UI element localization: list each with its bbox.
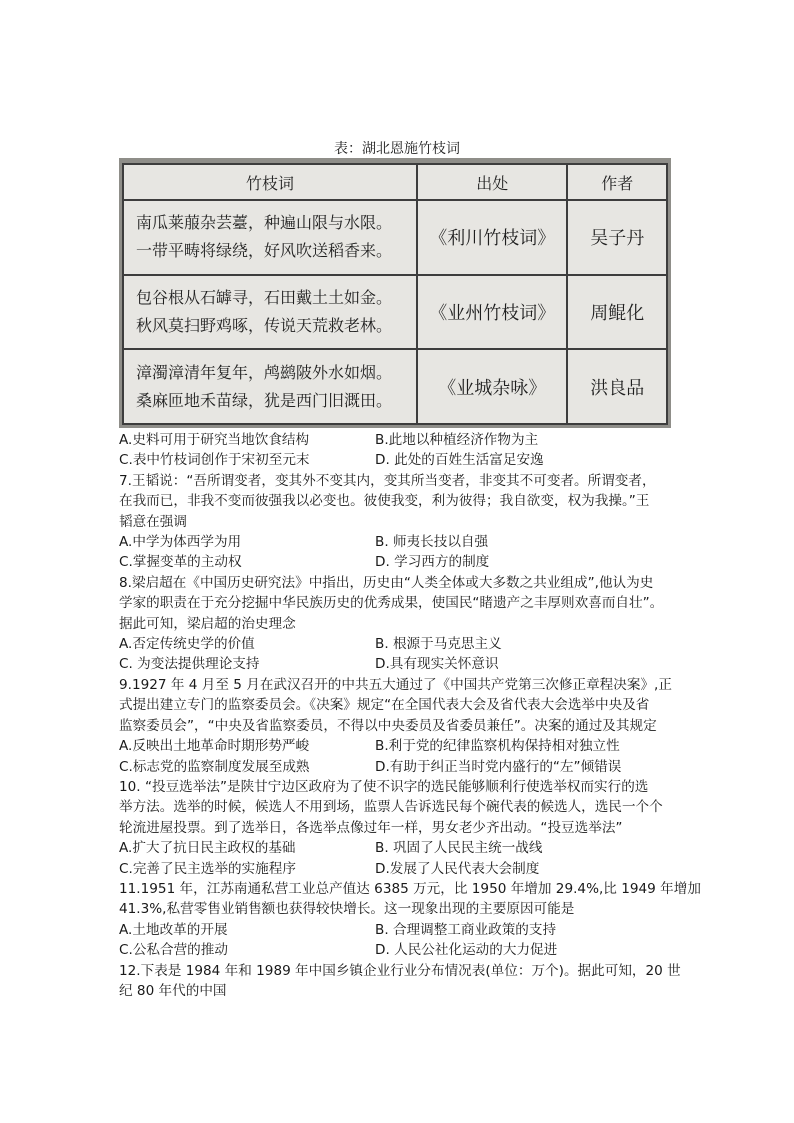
table-header-row xyxy=(123,164,667,200)
q11-option-a: A.土地改革的开展 xyxy=(119,921,228,938)
poem-line: 一带平畴将绿绕，好风吹送稻香来。 xyxy=(136,241,393,261)
q11-option-c: C.公私合营的推动 xyxy=(119,942,228,959)
q9-stem-line: 式提出建立专门的监察委员会。《决案》规定“在全国代表大会及省代表大会选举中央及省 xyxy=(119,697,650,714)
q7-option-d: D. 学习西方的制度 xyxy=(375,554,490,571)
q12-stem-line: 12.下表是 1984 年和 1989 年中国乡镇企业行业分布情况表(单位：万个)。据此可知，20 世 xyxy=(119,962,681,979)
header-poem: 竹枝词 xyxy=(123,164,417,200)
poem-cell xyxy=(123,349,417,424)
poem-line: 包谷根从石罅寻，石田戴土土如金。 xyxy=(136,287,393,307)
q9-option-d: D.有助于纠正当时党内盛行的“左”倾错误 xyxy=(375,758,622,775)
q10-options-row xyxy=(119,859,689,879)
author-cell: 周鲲化 xyxy=(567,275,667,350)
q7-stem-line: 7.王韬说：“吾所谓变者，变其外不变其内，变其所当变者，非变其不可变者。所谓变者， xyxy=(119,472,656,489)
q7-stem-line: 在我而已，非我不变而彼强我以必变也。彼使我变，利为彼得；我自欲变，权为我操。”王 xyxy=(119,493,650,510)
q6-option-a: A.史料可用于研究当地饮食结构 xyxy=(119,432,310,448)
header-author: 作者 xyxy=(567,164,667,200)
q6-options-row xyxy=(119,430,689,450)
author-cell: 洪良品 xyxy=(567,349,667,424)
q11-options-row xyxy=(119,920,689,940)
poem-table xyxy=(122,163,668,425)
q9-options-row xyxy=(119,736,689,756)
q10-stem-line: 举方法。选举的时候，候选人不用到场，监票人告诉选民每个碗代表的候选人，选民一个个 xyxy=(119,799,663,816)
q6-option-d: D. 此处的百姓生活富足安逸 xyxy=(375,452,544,469)
table-row xyxy=(123,349,667,424)
q9-options-row xyxy=(119,757,689,777)
q9-option-c: C.标志党的监察制度发展至成熟 xyxy=(119,758,310,775)
q12-stem xyxy=(119,961,689,1002)
q6-option-c: C.表中竹枝词创作于宋初至元末 xyxy=(119,452,310,469)
q11-option-b: B. 合理调整工商业政策的支持 xyxy=(375,921,557,938)
poem-line: 漳濁漳清年复年，鸬鹚陂外水如烟。 xyxy=(136,362,393,382)
q8-stem xyxy=(119,573,689,634)
poem-line: 南瓜莱菔杂芸薹，种遍山限与水限。 xyxy=(136,213,393,233)
header-source: 出处 xyxy=(417,164,567,200)
q10-stem-line: 轮流进屋投票。到了选举日，各选举点像过年一样，男女老少齐出动。“投豆选举法” xyxy=(119,819,623,836)
q8-option-b: B. 根源于马克思主义 xyxy=(375,636,502,653)
q8-options-row xyxy=(119,634,689,654)
q8-stem-line: 学家的职责在于充分挖掘中华民族历史的优秀成果，使国民“睹遗产之丰厚则欢喜而自壮”。 xyxy=(119,595,664,612)
q9-option-b: B.利于党的纪律监察机构保持相对独立性 xyxy=(375,738,620,755)
q11-stem xyxy=(119,879,701,920)
q7-option-c: C.掌握变革的主动权 xyxy=(119,554,242,571)
q8-stem-line: 据此可知，梁启超的治史理念 xyxy=(119,615,296,632)
source-cell: 《业城杂咏》 xyxy=(417,349,567,424)
questions xyxy=(119,430,701,1001)
q7-options-row xyxy=(119,552,689,572)
q11-option-d: D. 人民公社化运动的大力促进 xyxy=(375,942,558,959)
q9-option-a: A.反映出土地革命时期形势严峻 xyxy=(119,738,310,755)
author-cell: 吴子丹 xyxy=(567,200,667,275)
poem-line: 桑麻匝地禾苗绿，犹是西门旧溉田。 xyxy=(136,390,393,410)
q6-options-row xyxy=(119,450,689,470)
q7-stem-line: 韬意在强调 xyxy=(119,513,187,530)
table-row xyxy=(123,200,667,275)
q8-stem-line: 8.梁启超在《中国历史研究法》中指出，历史由“人类全体或大多数之共业组成”,他认为史 xyxy=(119,574,654,591)
q10-stem xyxy=(119,777,689,838)
q8-options-row xyxy=(119,654,689,674)
source-cell: 《业州竹枝词》 xyxy=(417,275,567,350)
q7-stem xyxy=(119,471,689,532)
q11-stem-line: 41.3%,私营零售业销售额也获得较快增长。这一现象出现的主要原因可能是 xyxy=(119,901,575,918)
poem-cell xyxy=(123,200,417,275)
q8-option-d: D.具有现实关怀意识 xyxy=(375,656,499,673)
q10-stem-line: 10. “投豆选举法”是陕甘宁边区政府为了使不识字的选民能够顺利行使选举权而实行的选 xyxy=(119,778,649,795)
q8-option-a: A.否定传统史学的价值 xyxy=(119,636,255,653)
q8-option-c: C. 为变法提供理论支持 xyxy=(119,656,260,673)
q12-stem-line: 纪 80 年代的中国 xyxy=(119,982,227,999)
q6-option-b: B.此地以种植经济作物为主 xyxy=(375,432,539,448)
q7-options-row xyxy=(119,532,689,552)
poem-line: 秋风莫扫野鸡啄，传说天荒救老林。 xyxy=(136,315,393,335)
q10-option-b: B. 巩固了人民民主统一战线 xyxy=(375,840,543,857)
q9-stem-line: 9.1927 年 4 月至 5 月在武汉召开的中共五大通过了《中国共产党第三次修正章程决案》,正 xyxy=(119,676,672,693)
q10-option-d: D.发展了人民代表大会制度 xyxy=(375,860,540,877)
q7-option-a: A.中学为体西学为用 xyxy=(119,534,242,551)
q10-options-row xyxy=(119,838,689,858)
q9-stem-line: 监察委员会”，“中央及省监察委员，不得以中央委员及省委员兼任”。决案的通过及其规定 xyxy=(119,717,657,734)
q11-options-row xyxy=(119,940,689,960)
table-caption: 表：湖北恩施竹枝词 xyxy=(334,141,460,157)
source-cell: 《利川竹枝词》 xyxy=(417,200,567,275)
q11-stem-line: 11.1951 年，江苏南通私营工业总产值达 6385 万元，比 1950 年增加 29.4%,比 1949 年增加 xyxy=(119,880,701,897)
q9-stem xyxy=(119,675,689,736)
q10-option-a: A.扩大了抗日民主政权的基础 xyxy=(119,840,296,857)
poem-cell xyxy=(123,275,417,350)
q7-option-b: B. 师夷长技以自强 xyxy=(375,534,489,551)
table-row xyxy=(123,275,667,350)
q10-option-c: C.完善了民主选举的实施程序 xyxy=(119,860,296,877)
